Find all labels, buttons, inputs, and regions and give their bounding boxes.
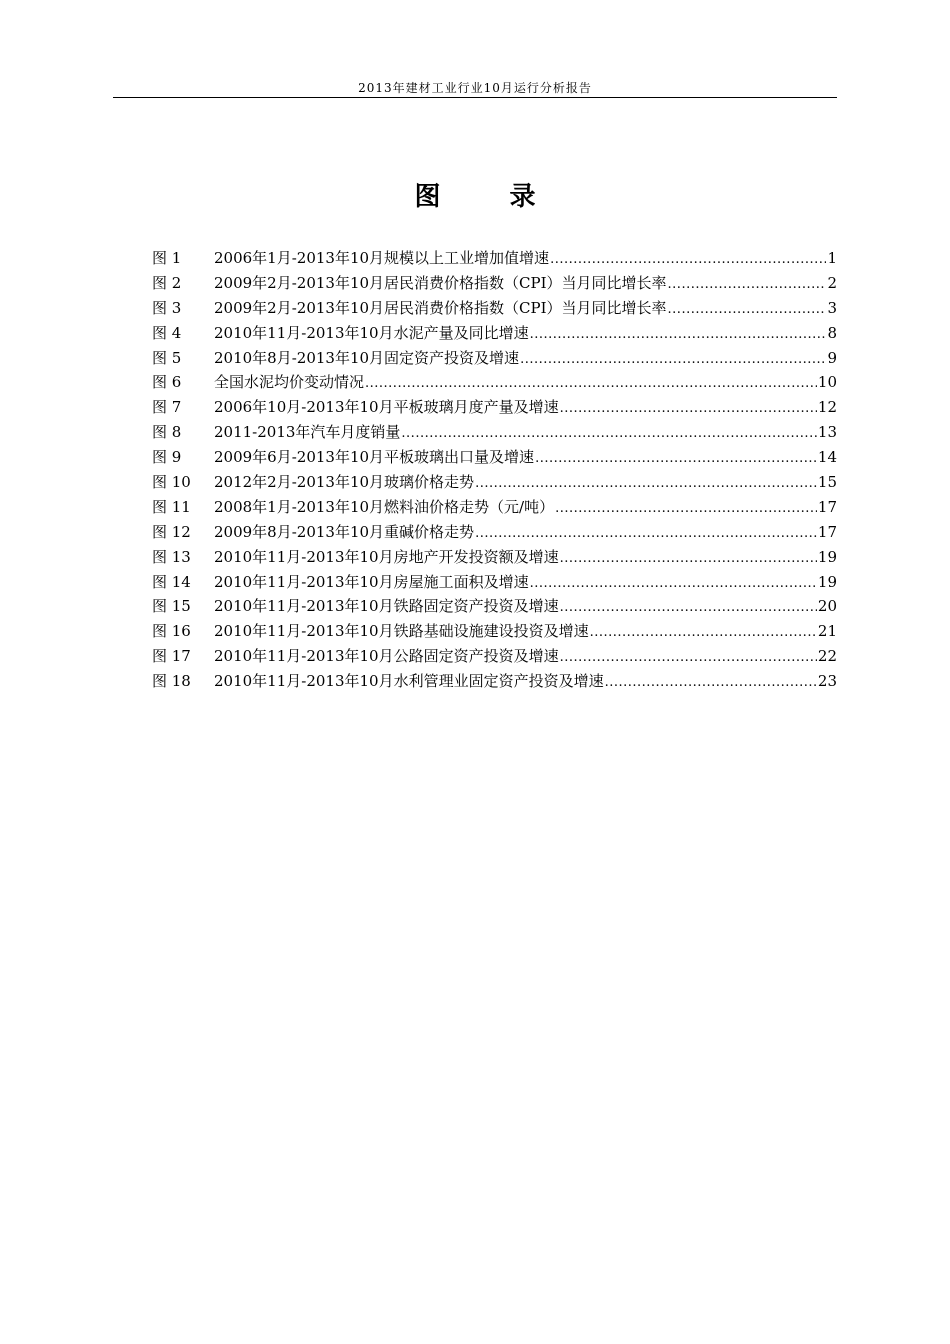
figure-number: 图 13 bbox=[152, 547, 191, 566]
figure-number: 图 5 bbox=[152, 348, 182, 367]
toc-entry[interactable] bbox=[152, 471, 837, 496]
figure-number: 图 7 bbox=[152, 398, 182, 417]
page-number: 8 bbox=[827, 323, 837, 342]
running-header: 2013年建材工业行业10月运行分析报告 bbox=[358, 81, 592, 95]
figure-number: 图 16 bbox=[152, 622, 191, 641]
toc-entry[interactable] bbox=[152, 297, 837, 322]
figure-number: 图 12 bbox=[152, 522, 191, 541]
toc-entry[interactable] bbox=[152, 546, 837, 571]
toc-entry[interactable] bbox=[152, 347, 837, 372]
figure-caption: 全国水泥均价变动情况 bbox=[214, 373, 365, 392]
toc-entry[interactable] bbox=[152, 496, 837, 521]
dot-leader bbox=[365, 373, 817, 395]
figure-caption: 2010年11月-2013年10月铁路固定资产投资及增速 bbox=[214, 597, 559, 616]
figure-number: 图 14 bbox=[152, 572, 191, 591]
page-number: 9 bbox=[827, 348, 837, 367]
dot-leader bbox=[668, 299, 827, 321]
toc-entry[interactable] bbox=[152, 521, 837, 546]
header-rule bbox=[113, 97, 837, 98]
toc-entry[interactable] bbox=[152, 670, 837, 695]
figure-caption: 2009年6月-2013年10月平板玻璃出口量及增速 bbox=[214, 448, 535, 467]
page-number: 17 bbox=[817, 497, 837, 516]
figure-number: 图 6 bbox=[152, 373, 182, 392]
dot-leader bbox=[535, 448, 817, 470]
page-title: 图 录 bbox=[414, 182, 566, 212]
page-number: 1 bbox=[827, 249, 837, 267]
toc-entry[interactable] bbox=[152, 645, 837, 670]
figure-number: 图 11 bbox=[152, 497, 191, 516]
figure-number: 图 17 bbox=[152, 647, 191, 666]
figure-caption: 2008年1月-2013年10月燃料油价格走势（元/吨） bbox=[214, 497, 555, 516]
figure-list bbox=[152, 247, 837, 695]
page-number: 23 bbox=[817, 672, 837, 691]
dot-leader bbox=[555, 498, 817, 520]
figure-caption: 2010年11月-2013年10月公路固定资产投资及增速 bbox=[214, 647, 559, 666]
figure-caption: 2010年11月-2013年10月房屋施工面积及增速 bbox=[214, 572, 529, 591]
toc-entry[interactable] bbox=[152, 595, 837, 620]
toc-entry[interactable] bbox=[152, 620, 837, 645]
page-number: 14 bbox=[817, 448, 837, 467]
figure-caption: 2006年10月-2013年10月平板玻璃月度产量及增速 bbox=[214, 398, 559, 417]
page-number: 21 bbox=[817, 622, 837, 641]
toc-entry[interactable] bbox=[152, 571, 837, 596]
figure-number: 图 3 bbox=[152, 298, 182, 317]
dot-leader bbox=[475, 473, 817, 495]
figure-caption: 2010年11月-2013年10月房地产开发投资额及增速 bbox=[214, 547, 559, 566]
toc-entry[interactable] bbox=[152, 322, 837, 347]
figure-number: 图 8 bbox=[152, 423, 182, 442]
page-number: 2 bbox=[827, 273, 837, 292]
figure-caption: 2010年8月-2013年10月固定资产投资及增速 bbox=[214, 348, 520, 367]
page-number: 20 bbox=[817, 597, 837, 616]
figure-caption: 2009年2月-2013年10月居民消费价格指数（CPI）当月同比增长率 bbox=[214, 273, 667, 292]
figure-number: 图 1 bbox=[152, 249, 182, 267]
page-number: 3 bbox=[827, 298, 837, 317]
dot-leader bbox=[560, 647, 817, 669]
dot-leader bbox=[560, 398, 817, 420]
dot-leader bbox=[560, 597, 817, 619]
dot-leader bbox=[560, 548, 817, 570]
figure-number: 图 2 bbox=[152, 273, 182, 292]
figure-caption: 2010年11月-2013年10月铁路基础设施建设投资及增速 bbox=[214, 622, 589, 641]
dot-leader bbox=[530, 324, 827, 346]
dot-leader bbox=[668, 274, 827, 296]
page-number: 22 bbox=[817, 647, 837, 666]
figure-caption: 2010年11月-2013年10月水泥产量及同比增速 bbox=[214, 323, 529, 342]
dot-leader bbox=[590, 622, 817, 644]
figure-caption: 2009年8月-2013年10月重碱价格走势 bbox=[214, 522, 475, 541]
page-number: 17 bbox=[817, 522, 837, 541]
page-number: 19 bbox=[817, 547, 837, 566]
toc-entry[interactable] bbox=[152, 272, 837, 297]
toc-entry[interactable] bbox=[152, 371, 837, 396]
page-number: 13 bbox=[817, 423, 837, 442]
figure-caption: 2012年2月-2013年10月玻璃价格走势 bbox=[214, 473, 475, 492]
toc-entry[interactable] bbox=[152, 446, 837, 471]
figure-caption: 2011-2013年汽车月度销量 bbox=[214, 423, 401, 442]
page-number: 12 bbox=[817, 398, 837, 417]
figure-number: 图 9 bbox=[152, 448, 182, 467]
figure-number: 图 4 bbox=[152, 323, 182, 342]
toc-entry[interactable] bbox=[152, 247, 837, 272]
figure-number: 图 10 bbox=[152, 473, 191, 492]
dot-leader bbox=[401, 423, 816, 445]
figure-caption: 2006年1月-2013年10月规模以上工业增加值增速 bbox=[214, 249, 550, 267]
dot-leader bbox=[605, 672, 817, 694]
toc-entry[interactable] bbox=[152, 421, 837, 446]
dot-leader bbox=[550, 249, 826, 271]
dot-leader bbox=[530, 573, 817, 595]
dot-leader bbox=[520, 349, 826, 371]
toc-entry[interactable] bbox=[152, 396, 837, 421]
figure-number: 图 15 bbox=[152, 597, 191, 616]
page-number: 10 bbox=[817, 373, 837, 392]
dot-leader bbox=[475, 523, 817, 545]
figure-caption: 2010年11月-2013年10月水利管理业固定资产投资及增速 bbox=[214, 672, 604, 691]
figure-caption: 2009年2月-2013年10月居民消费价格指数（CPI）当月同比增长率 bbox=[214, 298, 667, 317]
figure-number: 图 18 bbox=[152, 672, 191, 691]
page-number: 15 bbox=[817, 473, 837, 492]
page-number: 19 bbox=[817, 572, 837, 591]
